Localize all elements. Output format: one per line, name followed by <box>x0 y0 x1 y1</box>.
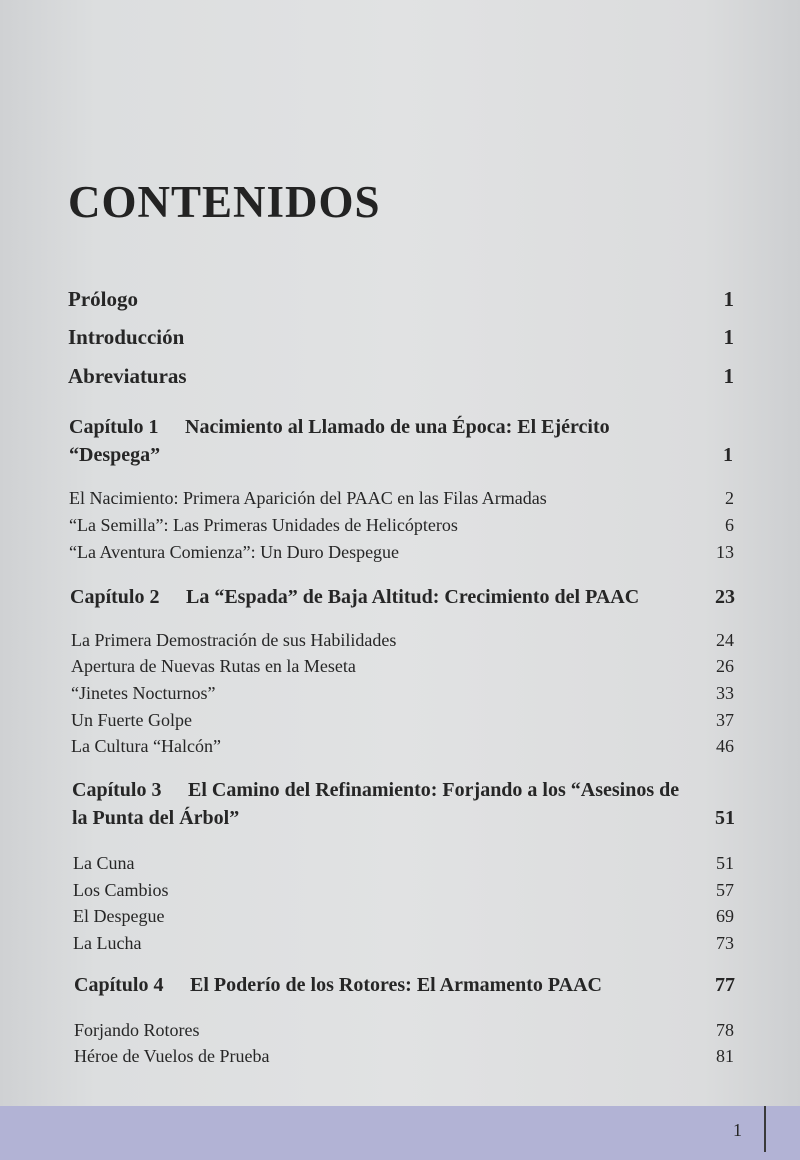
section-page: 57 <box>716 880 734 900</box>
chapter-number: Capítulo 4 <box>74 974 164 996</box>
section-page: 26 <box>716 656 734 676</box>
section-title: La Primera Demostración de sus Habilidades <box>71 630 397 650</box>
page-title: CONTENIDOS <box>68 177 381 227</box>
section-page: 46 <box>716 736 734 756</box>
section-title: “La Aventura Comienza”: Un Duro Despegue <box>69 542 400 562</box>
section-title: “Jinetes Nocturnos” <box>71 683 216 703</box>
toc-entry-page: 1 <box>723 325 734 349</box>
section-page: 24 <box>716 630 734 650</box>
section-title: Los Cambios <box>73 880 169 900</box>
chapter-page: 51 <box>715 807 735 829</box>
footer-page-number: 1 <box>733 1120 742 1140</box>
section-page: 6 <box>725 515 734 535</box>
chapter-page: 23 <box>715 586 735 608</box>
chapter-title: El Poderío de los Rotores: El Armamento PAAC <box>190 974 602 996</box>
section-page: 51 <box>716 853 734 873</box>
chapter-number: Capítulo 2 <box>70 586 160 608</box>
section-page: 81 <box>716 1046 734 1066</box>
toc-entry-title: Prólogo <box>68 287 138 311</box>
section-title: El Nacimiento: Primera Aparición del PAAC en las Filas Armadas <box>69 488 547 508</box>
section-title: “La Semilla”: Las Primeras Unidades de Helicópteros <box>69 515 458 535</box>
section-title: Héroe de Vuelos de Prueba <box>74 1046 270 1066</box>
chapter-page: 77 <box>715 974 735 996</box>
section-title: Forjando Rotores <box>74 1020 200 1040</box>
chapter-number: Capítulo 1 <box>69 416 159 438</box>
section-page: 78 <box>716 1020 734 1040</box>
section-title: Un Fuerte Golpe <box>71 710 192 730</box>
section-title: El Despegue <box>73 906 165 926</box>
toc-entry-title: Abreviaturas <box>68 364 187 388</box>
footer-divider <box>764 1106 766 1152</box>
section-title: Apertura de Nuevas Rutas en la Meseta <box>71 656 356 676</box>
section-title: La Cultura “Halcón” <box>71 736 221 756</box>
section-page: 37 <box>716 710 734 730</box>
chapter-title: El Camino del Refinamiento: Forjando a los “Asesinos de <box>188 779 680 801</box>
section-page: 73 <box>716 933 734 953</box>
section-title: La Lucha <box>73 933 142 953</box>
section-title: La Cuna <box>73 853 135 873</box>
toc-entry-page: 1 <box>723 287 734 311</box>
section-page: 2 <box>725 488 734 508</box>
chapter-title-continued: “Despega” <box>69 444 161 466</box>
section-page: 33 <box>716 683 734 703</box>
chapter-title: La “Espada” de Baja Altitud: Crecimiento del PAAC <box>186 586 640 608</box>
chapter-number: Capítulo 3 <box>72 779 162 801</box>
section-page: 13 <box>716 542 734 562</box>
chapter-title-continued: la Punta del Árbol” <box>72 807 240 829</box>
chapter-title: Nacimiento al Llamado de una Época: El Ejército <box>185 416 610 438</box>
toc-entry-page: 1 <box>723 364 734 388</box>
toc-entry-title: Introducción <box>68 325 185 349</box>
section-page: 69 <box>716 906 734 926</box>
chapter-page: 1 <box>723 444 733 466</box>
page-footer-band <box>0 1106 800 1160</box>
